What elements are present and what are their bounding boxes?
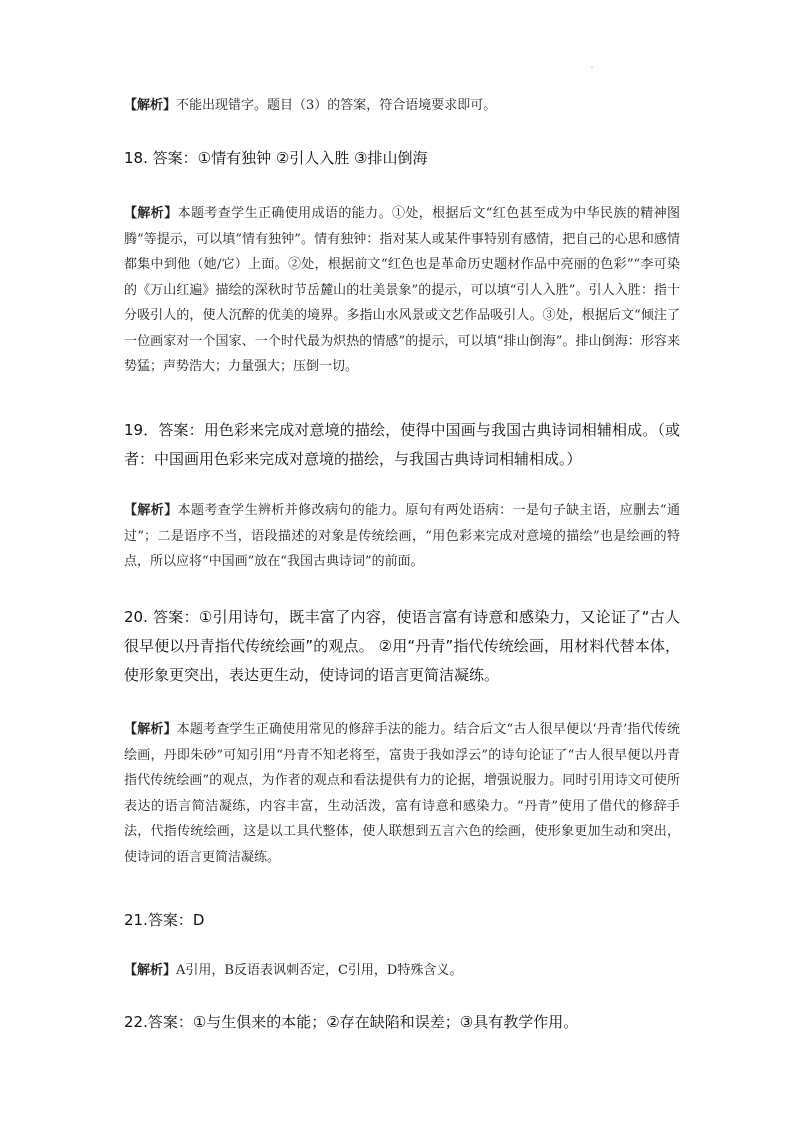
answer-19: 19．答案：用色彩来完成对意境的描绘，使得中国画与我国古典诗词相辅相成。（或者：中国画用色彩来完成对意境的描绘，与我国古典诗词相辅相成。） [124,421,680,468]
analysis-text: A引用，B反语表讽刺否定，C引用，D特殊含义。 [176,963,463,978]
analysis-tag: 【解析】 [124,963,177,978]
analysis-19 [124,498,680,575]
analysis-18 [124,201,680,380]
analysis-text: 本题考查学生正确使用成语的能力。①处，根据后文“红色甚至成为中华民族的精神图腾”等提示，可以填“情有独钟”。情有独钟：指对某人或某件事特别有感情，把自己的心思和感情都集中到他（她/它）上面。②处，根据前文“红色也是革命历史题材作品中亮丽的色彩”“李可染的《万山红遍》描绘的深秋时节岳麓山的壮美景象”的提示，可以填“引人入胜”。引人入胜：指十分吸引人的，使人沉醉的优美的境界。多指山水风景或文艺作品吸引人。③处，根据后文“倾注了一位画家对一个国家、一个时代最为炽热的情感”的提示，可以填“排山倒海”。排山倒海：形容来势猛；声势浩大；力量强大；压倒一切。 [124,206,680,374]
analysis-20 [124,717,680,870]
analysis-tag: 【解析】 [124,722,177,737]
answer-18: 18. 答案：①情有独钟 ②引人入胜 ③排山倒海 [124,149,428,167]
analysis-tag: 【解析】 [124,98,177,113]
answer-20: 20. 答案：①引用诗句，既丰富了内容，使语言富有诗意和感染力，又论证了“古人很早便以丹青指代传统绘画”的观点。 ②用“丹青”指代传统绘画，用材料代替本体，使形象更突出，表达更生动，使诗词的语言更简洁凝练。 [124,608,680,684]
analysis-tag: 【解析】 [124,206,178,221]
answer-21: 21.答案：D [124,911,205,929]
analysis-text: 不能出现错字。题目（3）的答案，符合语境要求即可。 [176,98,497,113]
analysis-text: 本题考查学生辨析并修改病句的能力。原句有两处语病：一是句子缺主语，应删去“通过”；二是语序不当，语段描述的对象是传统绘画，“用色彩来完成对意境的描绘”也是绘画的特点，所以应将“中国画”放在“我国古典诗词”的前面。 [124,503,680,569]
scan-speck [591,66,593,68]
analysis-17 [124,93,680,119]
analysis-text: 本题考查学生正确使用常见的修辞手法的能力。结合后文“古人很早便以‘丹青’指代传统绘画，丹即朱砂”可知引用“丹青不知老将至，富贵于我如浮云”的诗句论证了“古人很早便以丹青指代传统绘画”的观点，为作者的观点和看法提供有力的论据，增强说服力。同时引用诗文可使所表达的语言简洁凝练，内容丰富，生动活泼，富有诗意和感染力。“丹青”使用了借代的修辞手法，代指传统绘画，这是以工具代整体，使人联想到五言六色的绘画，使形象更加生动和突出，使诗词的语言更简洁凝练。 [124,722,680,865]
analysis-tag: 【解析】 [124,503,178,518]
answer-22: 22.答案：①与生俱来的本能；②存在缺陷和误差；③具有教学作用。 [124,1013,579,1031]
analysis-21 [124,958,680,984]
